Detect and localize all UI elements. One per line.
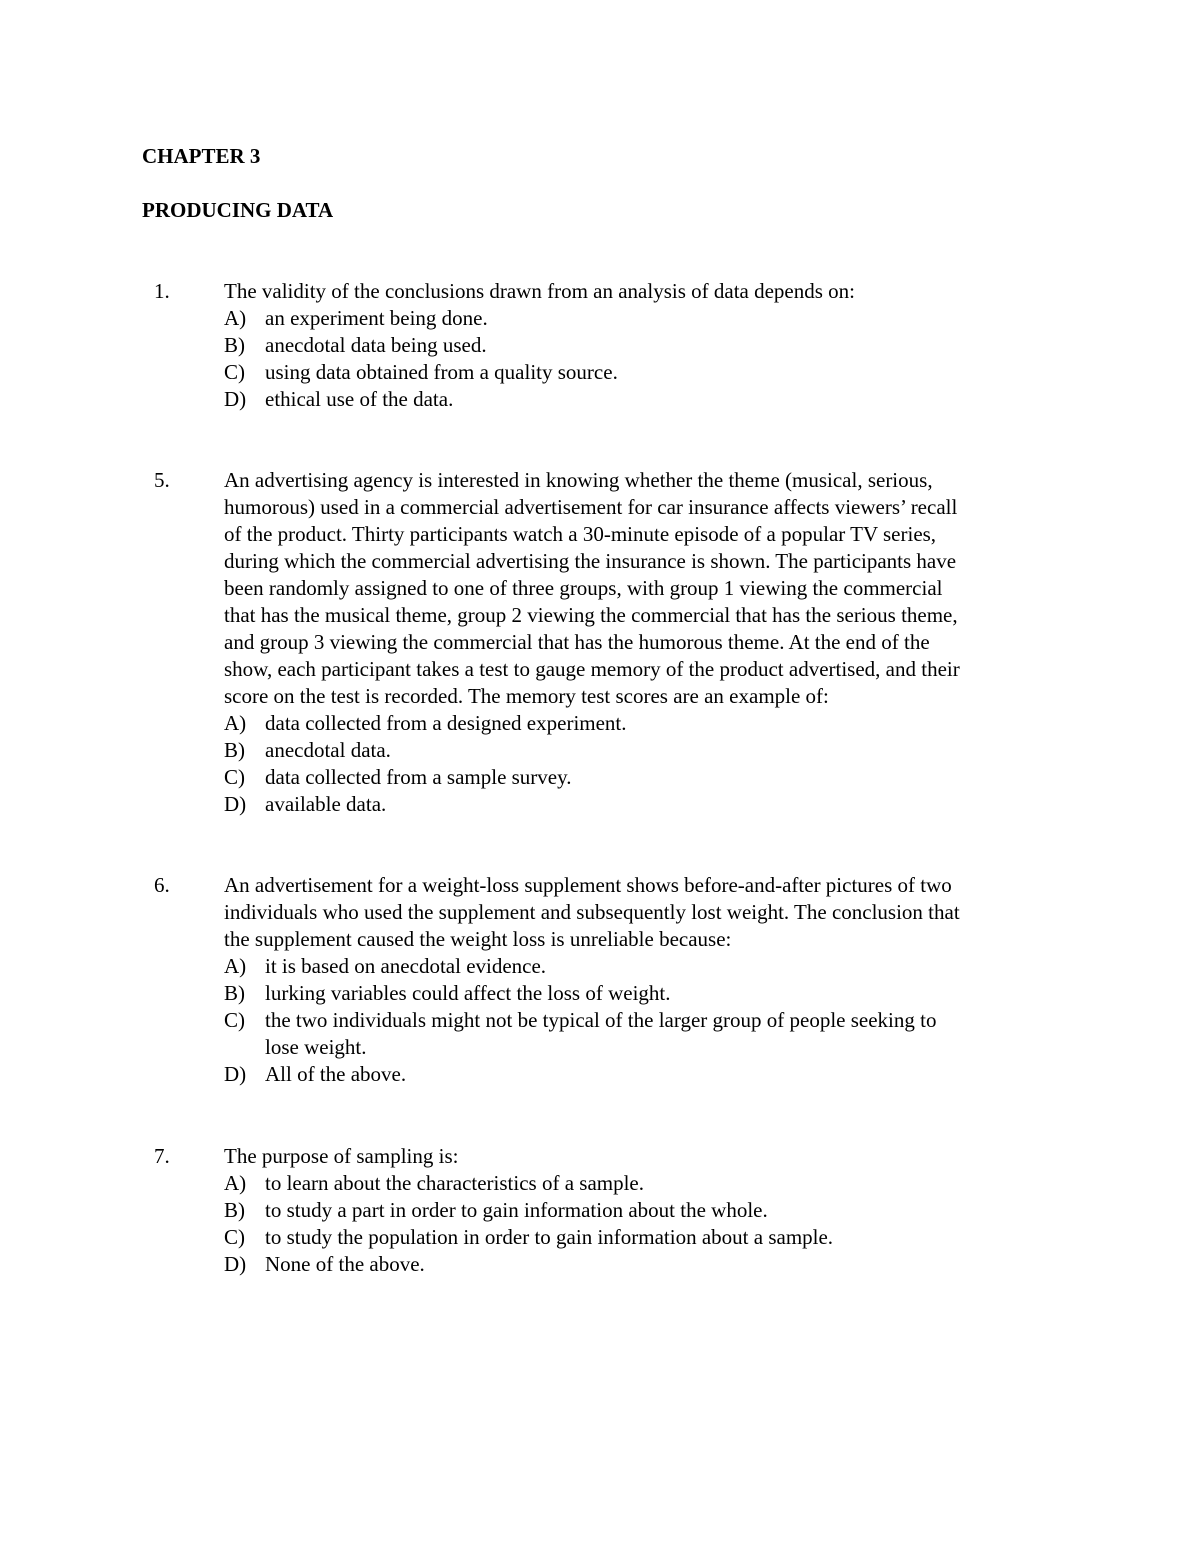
option-c [224, 359, 1074, 386]
option-text [265, 953, 1074, 980]
option-a [224, 1170, 1074, 1197]
option-letter: C) [224, 1008, 245, 1032]
option-d [224, 791, 1074, 818]
option-letter: A) [224, 306, 247, 330]
option-line: to study the population in order to gain information about a sample. [265, 1225, 834, 1249]
option-line: None of the above. [265, 1252, 425, 1276]
question-number: 6. [154, 873, 170, 897]
question-stem [224, 278, 1074, 305]
option-line: All of the above. [265, 1062, 407, 1086]
option-text [265, 764, 1074, 791]
option-text [265, 737, 1074, 764]
option-letter: B) [224, 981, 245, 1005]
option-a [224, 710, 1074, 737]
option-letter: C) [224, 360, 245, 384]
option-b [224, 980, 1074, 1007]
option-letter: D) [224, 792, 247, 816]
stem-line: and group 3 viewing the commercial that has the humorous theme. At the end of the [224, 630, 930, 654]
option-letter: A) [224, 1171, 247, 1195]
option-d [224, 1061, 1074, 1088]
question-stem [224, 1143, 1074, 1170]
option-text [265, 710, 1074, 737]
option-letter: B) [224, 1198, 245, 1222]
option-text [265, 305, 1074, 332]
option-line: data collected from a sample survey. [265, 765, 572, 789]
stem-line: The validity of the conclusions drawn from an analysis of data depends on: [224, 279, 856, 303]
stem-line: individuals who used the supplement and subsequently lost weight. The conclusion that [224, 900, 960, 924]
option-text [265, 1224, 1074, 1251]
option-d [224, 386, 1074, 413]
stem-line: humorous) used in a commercial advertisement for car insurance affects viewers’ recall [224, 495, 958, 519]
chapter-title: CHAPTER 3 [142, 144, 261, 168]
option-d [224, 1251, 1074, 1278]
option-c [224, 764, 1074, 791]
option-c [224, 1007, 1074, 1061]
option-c [224, 1224, 1074, 1251]
question-stem [224, 872, 1074, 953]
option-text [265, 1197, 1074, 1224]
option-letter: C) [224, 765, 245, 789]
option-letter: D) [224, 387, 247, 411]
option-text [265, 332, 1074, 359]
section-title: PRODUCING DATA [142, 198, 334, 222]
option-text [265, 1007, 1074, 1061]
option-line: available data. [265, 792, 387, 816]
option-text [265, 980, 1074, 1007]
option-line: the two individuals might not be typical of the larger group of people seeking to [265, 1008, 937, 1032]
stem-line: An advertising agency is interested in knowing whether the theme (musical, serious, [224, 468, 933, 492]
option-b [224, 737, 1074, 764]
question-stem [224, 467, 1074, 710]
option-line: an experiment being done. [265, 306, 488, 330]
option-line: using data obtained from a quality source. [265, 360, 618, 384]
option-letter: D) [224, 1252, 247, 1276]
stem-line: the supplement caused the weight loss is unreliable because: [224, 927, 732, 951]
stem-line: An advertisement for a weight-loss supplement shows before-and-after pictures of two [224, 873, 952, 897]
stem-line: been randomly assigned to one of three groups, with group 1 viewing the commercial [224, 576, 943, 600]
option-text [265, 1170, 1074, 1197]
option-text [265, 386, 1074, 413]
option-line: lose weight. [265, 1035, 367, 1059]
option-letter: A) [224, 711, 247, 735]
option-b [224, 1197, 1074, 1224]
question-body [224, 278, 1074, 413]
option-letter: C) [224, 1225, 245, 1249]
option-letter: D) [224, 1062, 247, 1086]
question-number: 5. [154, 468, 170, 492]
option-text [265, 1061, 1074, 1088]
option-line: to study a part in order to gain information about the whole. [265, 1198, 768, 1222]
option-letter: B) [224, 333, 245, 357]
option-text [265, 791, 1074, 818]
question-body [224, 872, 1074, 1088]
stem-line: score on the test is recorded. The memory test scores are an example of: [224, 684, 829, 708]
option-line: data collected from a designed experiment. [265, 711, 627, 735]
question-number: 7. [154, 1144, 170, 1168]
stem-line: during which the commercial advertising the insurance is shown. The participants have [224, 549, 957, 573]
stem-line: that has the musical theme, group 2 viewing the commercial that has the serious theme, [224, 603, 958, 627]
option-b [224, 332, 1074, 359]
option-line: anecdotal data. [265, 738, 391, 762]
option-text [265, 359, 1074, 386]
option-letter: A) [224, 954, 247, 978]
option-line: lurking variables could affect the loss of weight. [265, 981, 671, 1005]
stem-line: show, each participant takes a test to gauge memory of the product advertised, and their [224, 657, 960, 681]
question-body [224, 467, 1074, 818]
option-line: to learn about the characteristics of a sample. [265, 1171, 645, 1195]
option-line: ethical use of the data. [265, 387, 454, 411]
question-body [224, 1143, 1074, 1278]
option-letter: B) [224, 738, 245, 762]
option-text [265, 1251, 1074, 1278]
option-line: it is based on anecdotal evidence. [265, 954, 547, 978]
option-a [224, 305, 1074, 332]
question-number: 1. [154, 279, 170, 303]
option-a [224, 953, 1074, 980]
stem-line: The purpose of sampling is: [224, 1144, 459, 1168]
stem-line: of the product. Thirty participants watch a 30-minute episode of a popular TV series, [224, 522, 937, 546]
option-line: anecdotal data being used. [265, 333, 487, 357]
